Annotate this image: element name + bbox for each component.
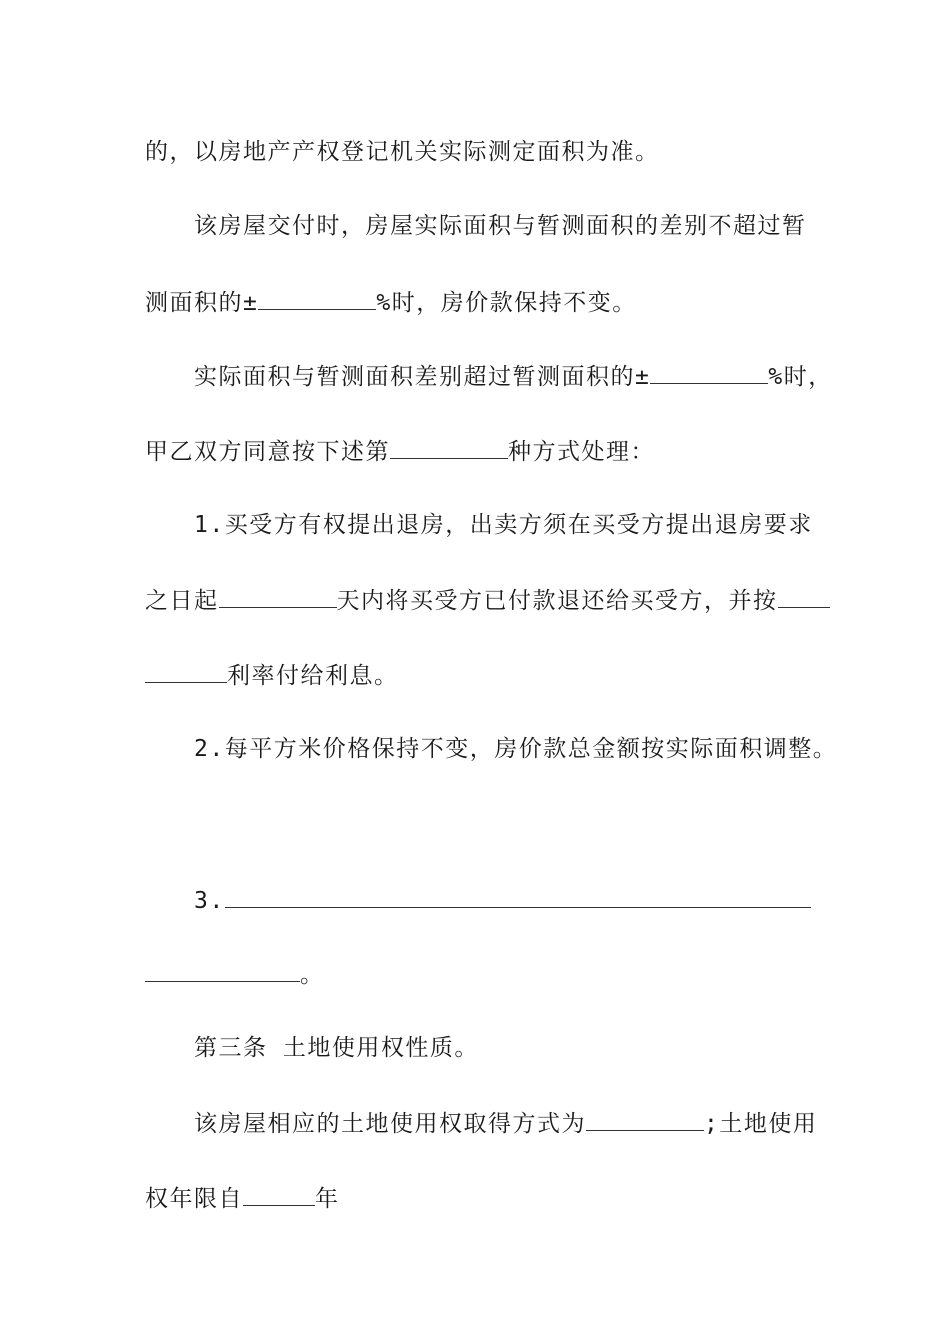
line-text: 测面积的± [145,290,259,316]
line-text: 权年限自 [145,1186,243,1212]
fill-in-blank [258,285,376,310]
line-text: ;土地使用 [704,1111,818,1137]
line-text: 第三条 土地使用权性质。 [194,1035,479,1061]
fill-in-blank [778,583,830,608]
paragraph-line [145,434,825,468]
fill-in-blank [586,1106,704,1131]
line-text: 之日起 [145,588,219,614]
fill-in-blank [225,883,811,908]
paragraph-line [194,1106,874,1140]
fill-in-blank [390,434,508,459]
line-text: 3. [194,888,225,914]
paragraph-line [145,957,825,991]
line-text: 天内将买受方已付款退还给买受方，并按 [336,588,778,614]
line-text: %时，房价款保持不变。 [376,290,637,316]
fill-in-blank [219,583,337,608]
fill-in-blank [145,957,300,982]
fill-in-blank [145,658,227,683]
paragraph-line [194,733,874,765]
line-text: 的，以房地产产权登记机关实际测定面积为准。 [145,139,660,165]
fill-in-blank [243,1181,315,1206]
line-text: 该房屋相应的土地使用权取得方式为 [194,1111,586,1137]
section-heading [194,1032,874,1064]
line-text: 2.每平方米价格保持不变，房价款总金额按实际面积调整。 [194,736,838,762]
paragraph-line [194,359,874,393]
line-text: 年 [315,1186,340,1212]
paragraph-line [194,883,874,917]
line-text: 。 [300,962,325,988]
line-text: 该房屋交付时，房屋实际面积与暂测面积的差别不超过暂 [194,213,807,239]
paragraph-line [145,1181,825,1215]
line-text: 实际面积与暂测面积差别超过暂测面积的± [194,364,651,390]
fill-in-blank [650,359,768,384]
line-text: 甲乙双方同意按下述第 [145,439,390,465]
paragraph-line [145,285,825,319]
line-text: 利率付给利息。 [227,663,399,689]
paragraph-line [145,136,825,168]
paragraph-line [145,658,825,692]
paragraph-line [194,210,874,242]
paragraph-line [145,583,825,617]
paragraph-line [194,509,874,541]
line-text: 1.买受方有权提出退房，出卖方须在买受方提出退房要求 [194,512,813,538]
line-text: %时， [768,364,833,390]
line-text: 种方式处理： [508,439,655,465]
